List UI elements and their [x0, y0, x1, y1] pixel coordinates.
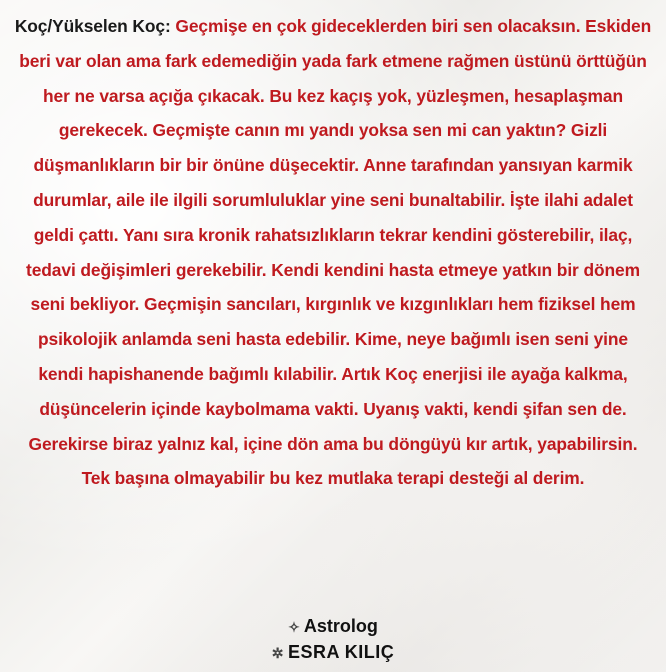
sparkle-icon: ✲ [271, 645, 284, 661]
signature-name: ESRA KILIÇ [287, 642, 395, 662]
horoscope-text [14, 9, 652, 496]
stars-icon: ✧ [288, 619, 300, 635]
signature-title: Astrolog [303, 616, 378, 636]
horoscope-body: Geçmişe en çok gideceklerden biri sen olacaksın. Eskiden beri var olan ama fark edemediğin yada fark etmene rağmen üstünü örttüğün her ne varsa açığa çıkacak. Bu kez kaçış yok, yüzleşmen, hesaplaşman gerekecek. Geçmişte canın mı yandı yoksa sen mi can yaktın? Gizli düşmanlıkların bir bir önüne düşecektir. Anne tarafından yansıyan karmik durumlar, aile ile ilgili sorumluluklar yine seni bunaltabilir. İşte ilahi adalet geldi çattı. Yanı sıra kronik rahatsızlıkların tekrar kendini gösterebilir, ilaç, tedavi değişimleri gerekebilir. Kendi kendini hasta etmeye yatkın bir dönem seni bekliyor. Geçmişin sancıları, kırgınlık ve kızgınlıkları hem fiziksel hem psikolojik anlamda seni hasta edebilir. Kime, neye bağımlı isen seni yine kendi hapishanende bağımlı kılabilir. Artık Koç enerjisi ile ayağa kalkma, düşüncelerin içinde kaybolmama vakti. Uyanış vakti, kendi şifan sen de. Gerekirse biraz yalnız kal, içine dön ama bu döngüyü kır artık, yapabilirsin. Tek başına olmayabilir bu kez mutlaka terapi desteği al derim. [19, 16, 652, 489]
sign-label: Koç/Yükselen Koç: [14, 16, 171, 36]
signature [0, 614, 666, 666]
